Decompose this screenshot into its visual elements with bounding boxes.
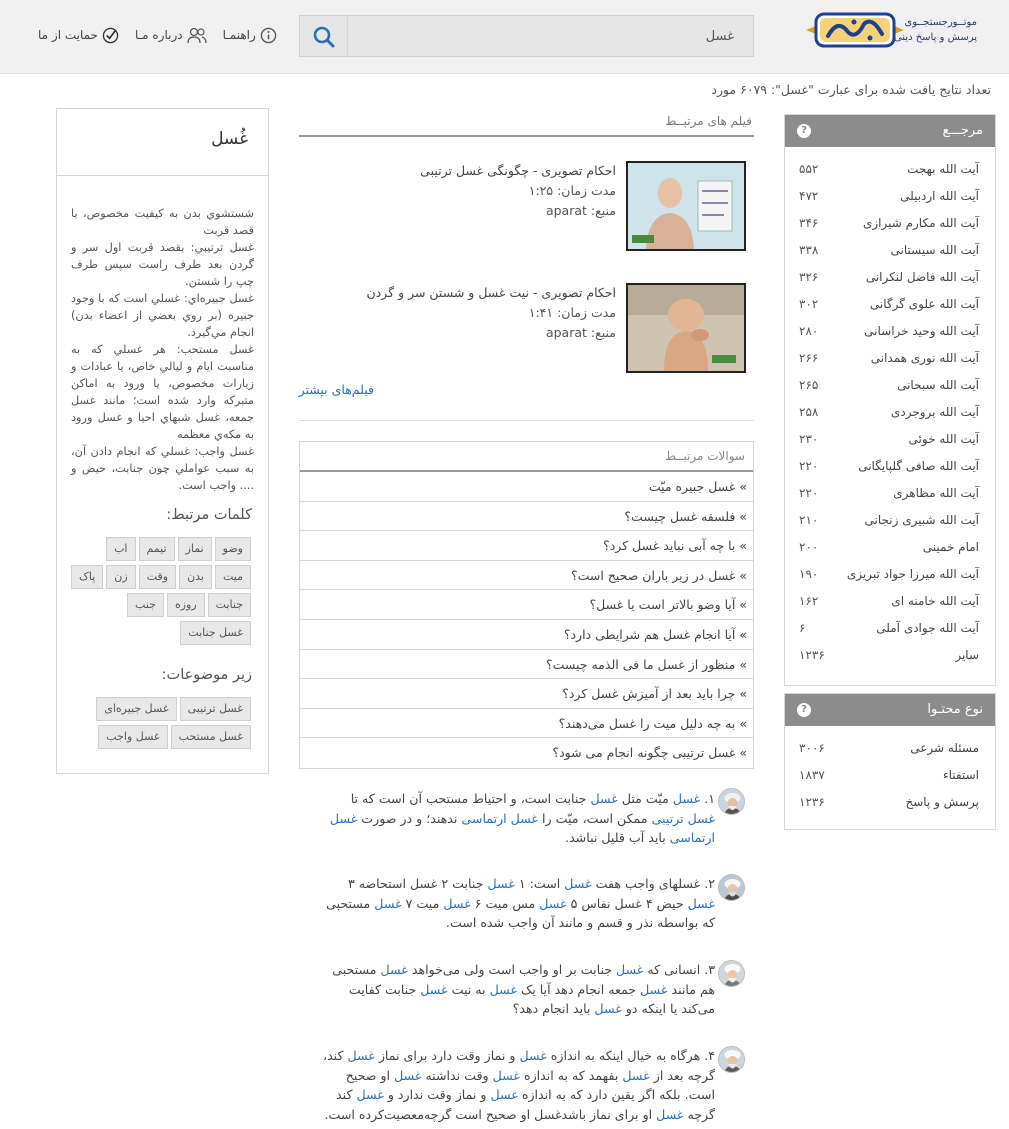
films-heading: فیلم های مرتبــط	[665, 114, 752, 128]
result-text-segment: حیض ۴ غسل نفاس ۵	[566, 895, 688, 911]
result-text-segment: کند گرچه	[336, 1087, 715, 1122]
reference-filter-item-label: آیت الله شبیری زنجانی	[864, 513, 979, 527]
related-word-tag[interactable]: وقت	[139, 565, 176, 589]
content-type-heading	[785, 694, 995, 726]
reference-filter-item[interactable]	[785, 561, 995, 588]
content-type-filter-item-label: مسئله شرعی	[910, 741, 979, 755]
reference-filter-item-label: آیت الله نوری همدانی	[870, 351, 979, 365]
result-text-segment: ندهند؛ و در صورت	[357, 810, 462, 826]
keyword-link[interactable]: غسل	[656, 1106, 684, 1122]
keyword-link[interactable]: غسل	[443, 895, 471, 911]
reference-filter-item-label: سایر	[955, 648, 979, 662]
reference-filter-item-count: ۲۶۶	[799, 351, 819, 365]
video-source: منبع: aparat	[545, 325, 616, 340]
reference-heading	[785, 115, 995, 147]
reference-filter-item-label: آیت الله علوی گرگانی	[869, 297, 979, 311]
reference-heading-label: مرجـــع	[942, 123, 983, 138]
keyword-link[interactable]: غسل	[492, 1067, 520, 1083]
result-text-segment: باید آب قلیل نباشد.	[565, 830, 670, 845]
reference-filter-item-count: ۲۰۰	[799, 540, 819, 554]
reference-filter-item[interactable]	[785, 534, 995, 561]
keyword-link[interactable]: غسل	[519, 1048, 547, 1063]
question-link[interactable]: » غسل ترتیبی چگونه انجام می شود؟	[552, 745, 747, 761]
related-questions	[299, 441, 754, 769]
search-input[interactable]	[348, 16, 748, 56]
reference-filter-item[interactable]	[785, 615, 995, 642]
reference-filter-item-label: آیت الله مکارم شیرازی	[862, 216, 979, 230]
video-duration: مدت زمان: ۱:۲۵	[528, 183, 616, 198]
questions-heading: سوالات مرتبــط	[300, 442, 753, 472]
result-text-segment: مس میت ۶	[470, 895, 540, 911]
reference-filter-item-count: ۵۵۲	[799, 162, 819, 176]
question-link[interactable]: » آیا وضو بالاتر است یا غسل؟	[300, 590, 753, 620]
reference-filter-item[interactable]	[785, 237, 995, 264]
result-text-segment: جمعه انجام دهد آیا یک	[516, 981, 641, 997]
result-text-segment: و نماز وقت دارد برای نماز	[374, 1048, 520, 1063]
keyword-link[interactable]: غسل	[489, 981, 517, 997]
reference-filter-item[interactable]	[785, 318, 995, 345]
reference-filter-item[interactable]	[785, 480, 995, 507]
related-word-tag[interactable]: روزه	[167, 593, 205, 617]
content-type-filter-item-count: ۱۲۳۶	[799, 795, 825, 809]
result-text-segment: ۲. غسلهای واجب هفت	[591, 876, 715, 891]
question-link[interactable]: » فلسفه غسل چیست؟	[300, 502, 753, 532]
keyword-link[interactable]: غسل	[622, 1067, 650, 1083]
keyword-link[interactable]: غسل	[356, 1087, 384, 1102]
related-word-tag[interactable]: جنب	[127, 593, 164, 617]
logo-text	[894, 15, 977, 45]
reference-filter-item-label: آیت الله فاضل لنکرانی	[865, 270, 979, 284]
video-thumbnail[interactable]	[626, 283, 746, 373]
related-word-tag[interactable]: پاک	[71, 565, 103, 589]
video-item[interactable]	[299, 161, 754, 253]
nav-support[interactable]	[38, 24, 119, 46]
reference-filter-item-label: امام خمینی	[922, 540, 979, 554]
result-text-segment: به نیت	[447, 981, 490, 997]
video-title[interactable]: احکام تصویری - چگونگی غسل ترتیبی	[420, 163, 616, 178]
keyword-link[interactable]: غسل	[420, 981, 448, 997]
reference-list	[785, 147, 995, 669]
result-text-segment: جنابت کفایت می‌کند یا اینکه دو	[348, 981, 715, 1016]
subtopics	[69, 697, 251, 749]
related-word-tag[interactable]: اب	[106, 537, 135, 561]
result-text-segment: ممکن است، میّت را	[538, 810, 652, 826]
question-link[interactable]: » غسل در زیر باران صحیح است؟	[300, 561, 753, 591]
nav-help-label: راهنمـا	[222, 28, 256, 42]
term-title: غُسل	[211, 129, 248, 149]
question-link[interactable]: » آیا انجام غسل هم شرایطی دارد؟	[300, 620, 753, 650]
result-text	[320, 874, 745, 933]
question-link[interactable]: » منظور از غسل ما فی الذمه چیست؟	[300, 650, 753, 680]
nav-support-label: حمایت از ما	[38, 28, 98, 42]
reference-filter-item-count: ۲۳۰	[799, 432, 819, 446]
site-logo[interactable]	[802, 10, 977, 50]
keyword-link[interactable]: غسل	[590, 791, 618, 806]
keyword-link[interactable]: غسل	[374, 895, 402, 911]
info-icon	[260, 27, 277, 44]
result-text-segment: باید انجام دهد؟	[512, 1001, 595, 1016]
keyword-link[interactable]: غسل	[616, 962, 644, 977]
definition-line: شستشوي بدن به كيفيت مخصوص، با قصد قربت	[71, 207, 254, 237]
keyword-link[interactable]: غسل	[380, 962, 408, 977]
reference-filter-item-count: ۲۲۰	[799, 486, 819, 500]
keyword-link[interactable]: غسل ارتماسی	[329, 810, 715, 845]
reference-filter-item-count: ۲۱۰	[799, 513, 819, 527]
definition-line: غسل ترتيبي: بقصد قربت اول سر و گردن بعد طرف راست سپس طرف چپ را شستن.	[71, 241, 254, 288]
result-text-segment: وقت نداشته	[421, 1067, 493, 1083]
keyword-link[interactable]: غسل	[594, 1001, 622, 1016]
search-box	[299, 15, 754, 57]
logo-mark-icon	[804, 10, 906, 50]
reference-filter-item[interactable]	[785, 345, 995, 372]
result-text-segment: او برای نماز باشدغسل او صحیح است گرچه‌معصیت‌کرده است.	[324, 1106, 657, 1122]
subtopics-heading: زیر موضوعات:	[161, 667, 252, 683]
result-text-segment: است: ۱	[514, 876, 565, 891]
reference-filter-item[interactable]	[785, 372, 995, 399]
keyword-link[interactable]: غسل	[687, 895, 715, 911]
users-icon	[187, 27, 207, 44]
video-thumbnail-image	[628, 285, 744, 371]
search-result[interactable]	[320, 1046, 745, 1124]
nav-about-label: درباره مـا	[134, 28, 183, 42]
question-link[interactable]: » غسل جبیره میّت	[300, 472, 753, 502]
reference-filter-item-label: آیت الله سیستانی	[890, 243, 979, 257]
reference-filter-item-count: ۱۲۳۶	[799, 648, 825, 662]
keyword-link[interactable]: غسل ارتماسی	[461, 810, 539, 826]
related-word-tag[interactable]: بدن	[179, 565, 212, 589]
content-type-filter-item-count: ۳۰۰۶	[799, 741, 825, 755]
reference-filter-item-label: آیت الله بهجت	[907, 162, 979, 176]
definition-line: غسل جبيره‌اي: غسلي است كه با وجود جبيره (بر روي بعضي از اعضاء بدن) انجام مي‌گيرد.	[71, 292, 254, 339]
video-duration: مدت زمان: ۱:۴۱	[528, 305, 616, 320]
search-result[interactable]	[320, 960, 745, 1019]
reference-filter-item[interactable]	[785, 183, 995, 210]
subtopic-tag[interactable]: غسل جبیره‌ای	[96, 697, 176, 721]
content-type-filter-item[interactable]	[785, 735, 995, 762]
reference-filter-item-label: آیت الله مظاهری	[893, 486, 979, 500]
related-word-tag[interactable]: جنابت	[208, 593, 251, 617]
reference-filter-item-count: ۲۶۵	[799, 378, 819, 392]
reference-filter-item-count: ۱۹۰	[799, 567, 819, 581]
divider	[299, 135, 754, 137]
divider	[299, 420, 754, 421]
reference-filter-item[interactable]	[785, 426, 995, 453]
result-count: تعداد نتایج یافت شده برای عبارت "غسل": ۶۰۷۹ مورد	[711, 82, 991, 97]
result-text	[320, 960, 745, 1019]
keyword-link[interactable]: غسل	[487, 876, 515, 891]
result-text-segment: بفهمد که به اندازه	[519, 1067, 623, 1083]
result-text-segment: کند، گرچه بعد از	[323, 1048, 715, 1083]
subtopic-tag[interactable]: غسل واجب	[98, 725, 167, 749]
video-title[interactable]: احکام تصویری - نیت غسل و شستن سر و گردن	[366, 285, 616, 300]
content-type-filter-item[interactable]	[785, 762, 995, 789]
more-films-link[interactable]: فیلم‌های بیشتر	[298, 382, 374, 397]
result-text-segment: جنابت بر او واجب است ولی می‌خواهد	[407, 962, 617, 977]
result-text-segment: مستحبی که بواسطه نذر و قسم و مانند آن واجب شده است.	[326, 895, 715, 930]
related-words	[69, 537, 251, 645]
question-link[interactable]: » به چه دلیل میت را غسل می‌دهند؟	[300, 709, 753, 739]
reference-filter-item-label: آیت الله وحید خراسانی	[864, 324, 979, 338]
logo-subtitle: پرسش و پاسخ دینی	[893, 32, 977, 43]
definition-line: غسل مستحب: هر غسلي كه به مناسبت ايام و ليالي خاص، يا عبادات و زيارات مخصوص، يا ورود به اماكن متبركه وارد شده است؛ مانند غسل جمعه، غسل شبهاي احيا و غسل ورود به مكه‌ي معظمه	[71, 343, 254, 441]
reference-filter-item[interactable]	[785, 264, 995, 291]
content-type-filter-item-count: ۱۸۳۷	[799, 768, 825, 782]
reference-filter-item[interactable]	[785, 588, 995, 615]
search-icon	[312, 25, 336, 49]
result-text-segment: ۳. انسانی که	[643, 962, 715, 977]
related-word-tag[interactable]: نماز	[178, 537, 212, 561]
content-type-filter-item-label: پرسش و پاسخ	[905, 795, 979, 809]
reference-filter-item-count: ۲۲۰	[799, 459, 819, 473]
related-word-tag[interactable]: غسل جنابت	[180, 621, 251, 645]
content-type-heading-label: نوع محتـوا	[927, 702, 983, 717]
reference-filter-item-count: ۲۸۰	[799, 324, 819, 338]
reference-filter-item-label: آیت الله جوادی آملی	[876, 621, 979, 635]
nav-about[interactable]	[135, 24, 207, 46]
reference-filter-item-label: آیت الله میرزا جواد تبریزی	[846, 567, 979, 581]
keyword-link[interactable]: غسل	[672, 791, 701, 806]
term-panel	[56, 108, 269, 774]
video-info	[306, 283, 616, 343]
video-info	[306, 161, 616, 221]
top-nav	[38, 24, 277, 46]
video-thumbnail[interactable]	[626, 161, 746, 251]
result-text-segment: جنابت ۲ غسل استحاضه ۳	[347, 876, 488, 891]
subtopic-tag[interactable]: غسل مستحب	[171, 725, 251, 749]
keyword-link[interactable]: غسل	[394, 1067, 422, 1083]
reference-filter-item-label: آیت الله صافی گلپایگانی	[858, 459, 979, 473]
keyword-link[interactable]: غسل	[564, 876, 592, 891]
keyword-link[interactable]: غسل	[347, 1048, 375, 1063]
related-words-heading: کلمات مرتبط:	[166, 507, 252, 523]
reference-filter-item[interactable]	[785, 507, 995, 534]
question-link[interactable]: » با چه آبی نباید غسل کرد؟	[300, 531, 753, 561]
result-text	[320, 1046, 745, 1124]
content-type-filter	[784, 693, 996, 830]
video-item[interactable]	[299, 283, 754, 375]
search-result[interactable]	[320, 789, 745, 848]
header	[0, 0, 1009, 74]
reference-filter-item-label: آیت الله خوئی	[908, 432, 979, 446]
content-type-list	[785, 726, 995, 816]
reference-filter-item[interactable]	[785, 642, 995, 669]
keyword-link[interactable]: غسل	[490, 1087, 518, 1102]
reference-filter-item[interactable]	[785, 156, 995, 183]
related-word-tag[interactable]: میت	[215, 565, 251, 589]
reference-filter-item[interactable]	[785, 210, 995, 237]
check-circle-icon	[102, 27, 119, 44]
divider	[57, 175, 268, 176]
search-button[interactable]	[300, 16, 348, 56]
result-text-segment: مستحبی هم مانند	[332, 962, 715, 997]
result-text-segment: میت ۷	[401, 895, 444, 911]
reference-filter-item-label: آیت الله اردبیلی	[900, 189, 979, 203]
question-link[interactable]: » چرا باید بعد از آمیزش غسل کرد؟	[300, 679, 753, 709]
reference-filter-item-label: آیت الله خامنه ای	[891, 594, 979, 608]
reference-filter-item-count: ۶	[799, 621, 806, 635]
reference-filter-item-label: آیت الله بروجردی	[890, 405, 979, 419]
help-icon[interactable]: ?	[797, 124, 811, 138]
reference-filter-item-count: ۴۷۲	[799, 189, 819, 203]
keyword-link[interactable]: غسل ترتیبی	[651, 810, 715, 826]
related-word-tag[interactable]: وضو	[215, 537, 251, 561]
content-type-filter-item-label: استفتاء	[943, 768, 979, 782]
reference-filter-item-count: ۳۴۶	[799, 216, 819, 230]
reference-filter-item-count: ۲۵۸	[799, 405, 819, 419]
reference-filter-item[interactable]	[785, 399, 995, 426]
reference-filter-item-count: ۳۰۲	[799, 297, 819, 311]
content-type-filter-item[interactable]	[785, 789, 995, 816]
definition-line: غسل واجب: غسلي كه انجام دادن آن، به سبب عواملي چون جنابت، حيض و .... واجب است.	[71, 445, 254, 492]
video-thumbnail-image	[628, 163, 744, 249]
related-word-tag[interactable]: تیمم	[139, 537, 175, 561]
result-text-segment: او صحیح است. بلکه اگر یقین دارد که به اندازه	[345, 1067, 715, 1102]
reference-filter-item-count: ۳۳۸	[799, 243, 819, 257]
video-source: منبع: aparat	[545, 203, 616, 218]
search-result[interactable]	[320, 874, 745, 933]
result-text-segment: ۴. هرگاه به خیال اینکه به اندازه	[546, 1048, 715, 1063]
reference-filter-item-count: ۱۶۲	[799, 594, 819, 608]
help-icon[interactable]: ?	[797, 703, 811, 717]
reference-filter-item-count: ۳۲۶	[799, 270, 819, 284]
subtopic-tag[interactable]: غسل ترتیبی	[180, 697, 251, 721]
reference-filter	[784, 114, 996, 686]
result-text-segment: ۱.	[700, 791, 715, 806]
term-definition	[71, 205, 254, 494]
result-text	[320, 789, 745, 848]
nav-help[interactable]	[223, 24, 277, 46]
keyword-link[interactable]: غسل	[640, 981, 668, 997]
keyword-link[interactable]: غسل	[539, 895, 567, 911]
result-text-segment: و نماز وقت ندارد و	[383, 1087, 491, 1102]
reference-filter-item[interactable]	[785, 291, 995, 318]
result-text-segment: جنابت است، و احتیاط مستحب آن است که تا	[350, 791, 591, 806]
logo-title: موتــورجستجــوی	[904, 17, 977, 28]
reference-filter-item[interactable]	[785, 453, 995, 480]
related-word-tag[interactable]: زن	[106, 565, 135, 589]
reference-filter-item-label: آیت الله سبحانی	[897, 378, 979, 392]
result-text-segment: میّت مثل	[617, 791, 673, 806]
